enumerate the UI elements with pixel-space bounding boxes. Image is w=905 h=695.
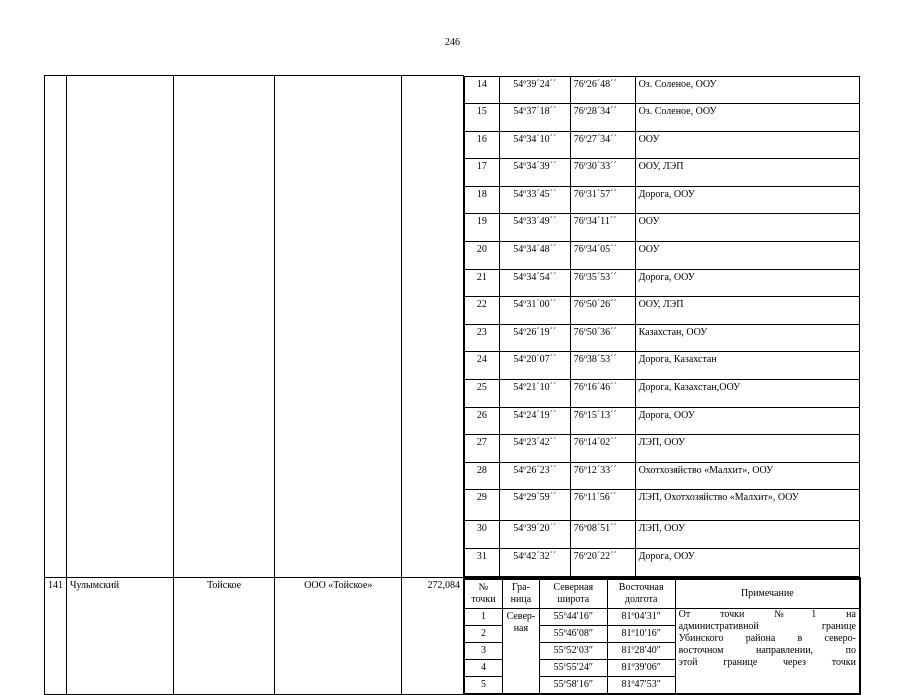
longitude: 81º39′06″ (607, 659, 675, 676)
coordinate-row (464, 297, 859, 325)
longitude: 76º12´33´´ (570, 462, 635, 490)
note: Охотхозяйство «Малхит», ООУ (635, 462, 859, 490)
latitude: 54º20´07´´ (499, 352, 570, 380)
coordinate-row (464, 324, 859, 352)
point-number: 5 (464, 676, 502, 693)
point-number: 27 (464, 435, 499, 463)
longitude: 76º15´13´´ (570, 407, 635, 435)
coordinates-table (464, 76, 860, 577)
point-number: 23 (464, 324, 499, 352)
header-note: Примечание (675, 579, 859, 608)
point-number: 16 (464, 131, 499, 159)
note: Казахстан, ООУ (635, 324, 859, 352)
coordinate-row (464, 214, 859, 242)
district-name: Чулымский (67, 578, 174, 695)
note: Дорога, Казахстан (635, 352, 859, 380)
note: Оз. Соленое, ООУ (635, 104, 859, 132)
latitude: 54º39´24´´ (499, 76, 570, 104)
latitude: 55º44′16″ (539, 608, 607, 625)
latitude: 54º34´48´´ (499, 242, 570, 270)
note-line: этой границе через точки (678, 656, 856, 668)
latitude: 55º55′24″ (539, 659, 607, 676)
row-number: 141 (45, 578, 67, 695)
coordinate-row (464, 242, 859, 270)
longitude: 76º35´53´´ (570, 269, 635, 297)
longitude: 76º26´48´´ (570, 76, 635, 104)
note: Дорога, ООУ (635, 407, 859, 435)
header-point-number: № точки (464, 579, 502, 608)
coordinate-row (464, 435, 859, 463)
latitude: 54º31´00´´ (499, 297, 570, 325)
latitude: 54º34´10´´ (499, 131, 570, 159)
boundary-row (464, 608, 859, 625)
latitude: 54º29´59´´ (499, 490, 570, 521)
note: Дорога, ООУ (635, 186, 859, 214)
note: ООУ (635, 131, 859, 159)
area-value: 272,084 (402, 578, 464, 695)
boundary-note (675, 608, 859, 693)
longitude: 76º14´02´´ (570, 435, 635, 463)
point-number: 25 (464, 380, 499, 408)
point-number: 19 (464, 214, 499, 242)
latitude: 54º33´49´´ (499, 214, 570, 242)
page-number: 246 (445, 37, 460, 48)
coordinate-row (464, 159, 859, 187)
point-number: 22 (464, 297, 499, 325)
longitude: 76º50´36´´ (570, 324, 635, 352)
note: ЛЭП, ООУ (635, 521, 859, 549)
longitude: 81º47′53″ (607, 676, 675, 693)
longitude: 81º10′16″ (607, 625, 675, 642)
header-latitude: Северная широта (539, 579, 607, 608)
note: ООУ, ЛЭП (635, 159, 859, 187)
latitude: 55º58′16″ (539, 676, 607, 693)
note-line: От точки №1 на (678, 608, 856, 620)
latitude: 54º42´32´´ (499, 549, 570, 577)
border-side: Север- ная (502, 608, 539, 693)
note: Оз. Соленое, ООУ (635, 76, 859, 104)
coordinate-row (464, 549, 859, 577)
longitude: 76º11´56´´ (570, 490, 635, 521)
latitude: 54º34´39´´ (499, 159, 570, 187)
longitude: 76º30´33´´ (570, 159, 635, 187)
latitude: 54º39´20´´ (499, 521, 570, 549)
point-number: 18 (464, 186, 499, 214)
longitude: 76º08´51´´ (570, 521, 635, 549)
cell-empty (402, 76, 464, 578)
latitude: 54º23´42´´ (499, 435, 570, 463)
user-name: ООО «Тойское» (275, 578, 402, 695)
header-longitude: Восточная долгота (607, 579, 675, 608)
coordinate-row (464, 462, 859, 490)
register-table (44, 75, 861, 695)
latitude: 55º46′08″ (539, 625, 607, 642)
note: ООУ, ЛЭП (635, 297, 859, 325)
note: Дорога, ООУ (635, 549, 859, 577)
header-border: Гра- ница (502, 579, 539, 608)
note-line: административной границе (678, 620, 856, 632)
note: Дорога, Казахстан,ООУ (635, 380, 859, 408)
point-number: 2 (464, 625, 502, 642)
coordinate-row (464, 490, 859, 521)
longitude: 76º28´34´´ (570, 104, 635, 132)
latitude: 54º26´19´´ (499, 324, 570, 352)
point-number: 20 (464, 242, 499, 270)
note: Дорога, ООУ (635, 269, 859, 297)
point-number: 26 (464, 407, 499, 435)
latitude: 55º52′03″ (539, 642, 607, 659)
boundary-table (464, 579, 860, 694)
coordinate-row (464, 186, 859, 214)
point-number: 29 (464, 490, 499, 521)
cell-empty (275, 76, 402, 578)
coordinate-row (464, 131, 859, 159)
note: ООУ (635, 242, 859, 270)
coordinate-row (464, 407, 859, 435)
point-number: 3 (464, 642, 502, 659)
latitude: 54º34´54´´ (499, 269, 570, 297)
coordinate-row (464, 269, 859, 297)
point-number: 28 (464, 462, 499, 490)
cell-empty (45, 76, 67, 578)
longitude: 76º27´34´´ (570, 131, 635, 159)
coordinate-row (464, 521, 859, 549)
point-number: 30 (464, 521, 499, 549)
point-number: 4 (464, 659, 502, 676)
longitude: 76º50´26´´ (570, 297, 635, 325)
coordinates-cell (463, 76, 860, 578)
longitude: 76º34´05´´ (570, 242, 635, 270)
note-line: Убинского района в северо- (678, 632, 856, 644)
latitude: 54º21´10´´ (499, 380, 570, 408)
note: ЛЭП, Охотхозяйство «Малхит», ООУ (635, 490, 859, 521)
point-number: 14 (464, 76, 499, 104)
note: ЛЭП, ООУ (635, 435, 859, 463)
territory-name: Тойское (173, 578, 275, 695)
longitude: 76º38´53´´ (570, 352, 635, 380)
longitude: 76º16´46´´ (570, 380, 635, 408)
point-number: 17 (464, 159, 499, 187)
coordinate-row (464, 104, 859, 132)
note: ООУ (635, 214, 859, 242)
point-number: 24 (464, 352, 499, 380)
coordinate-row (464, 352, 859, 380)
cell-empty (67, 76, 174, 578)
cell-empty (173, 76, 275, 578)
note-line: восточном направлении, по (678, 644, 856, 656)
point-number: 31 (464, 549, 499, 577)
latitude: 54º33´45´´ (499, 186, 570, 214)
longitude: 76º34´11´´ (570, 214, 635, 242)
longitude: 76º31´57´´ (570, 186, 635, 214)
latitude: 54º24´19´´ (499, 407, 570, 435)
point-number: 21 (464, 269, 499, 297)
point-number: 1 (464, 608, 502, 625)
boundary-cell (463, 578, 860, 695)
longitude: 81º28′40″ (607, 642, 675, 659)
coordinate-row (464, 76, 859, 104)
latitude: 54º37´18´´ (499, 104, 570, 132)
coordinate-row (464, 380, 859, 408)
point-number: 15 (464, 104, 499, 132)
latitude: 54º26´23´´ (499, 462, 570, 490)
longitude: 81º04′31″ (607, 608, 675, 625)
longitude: 76º20´22´´ (570, 549, 635, 577)
